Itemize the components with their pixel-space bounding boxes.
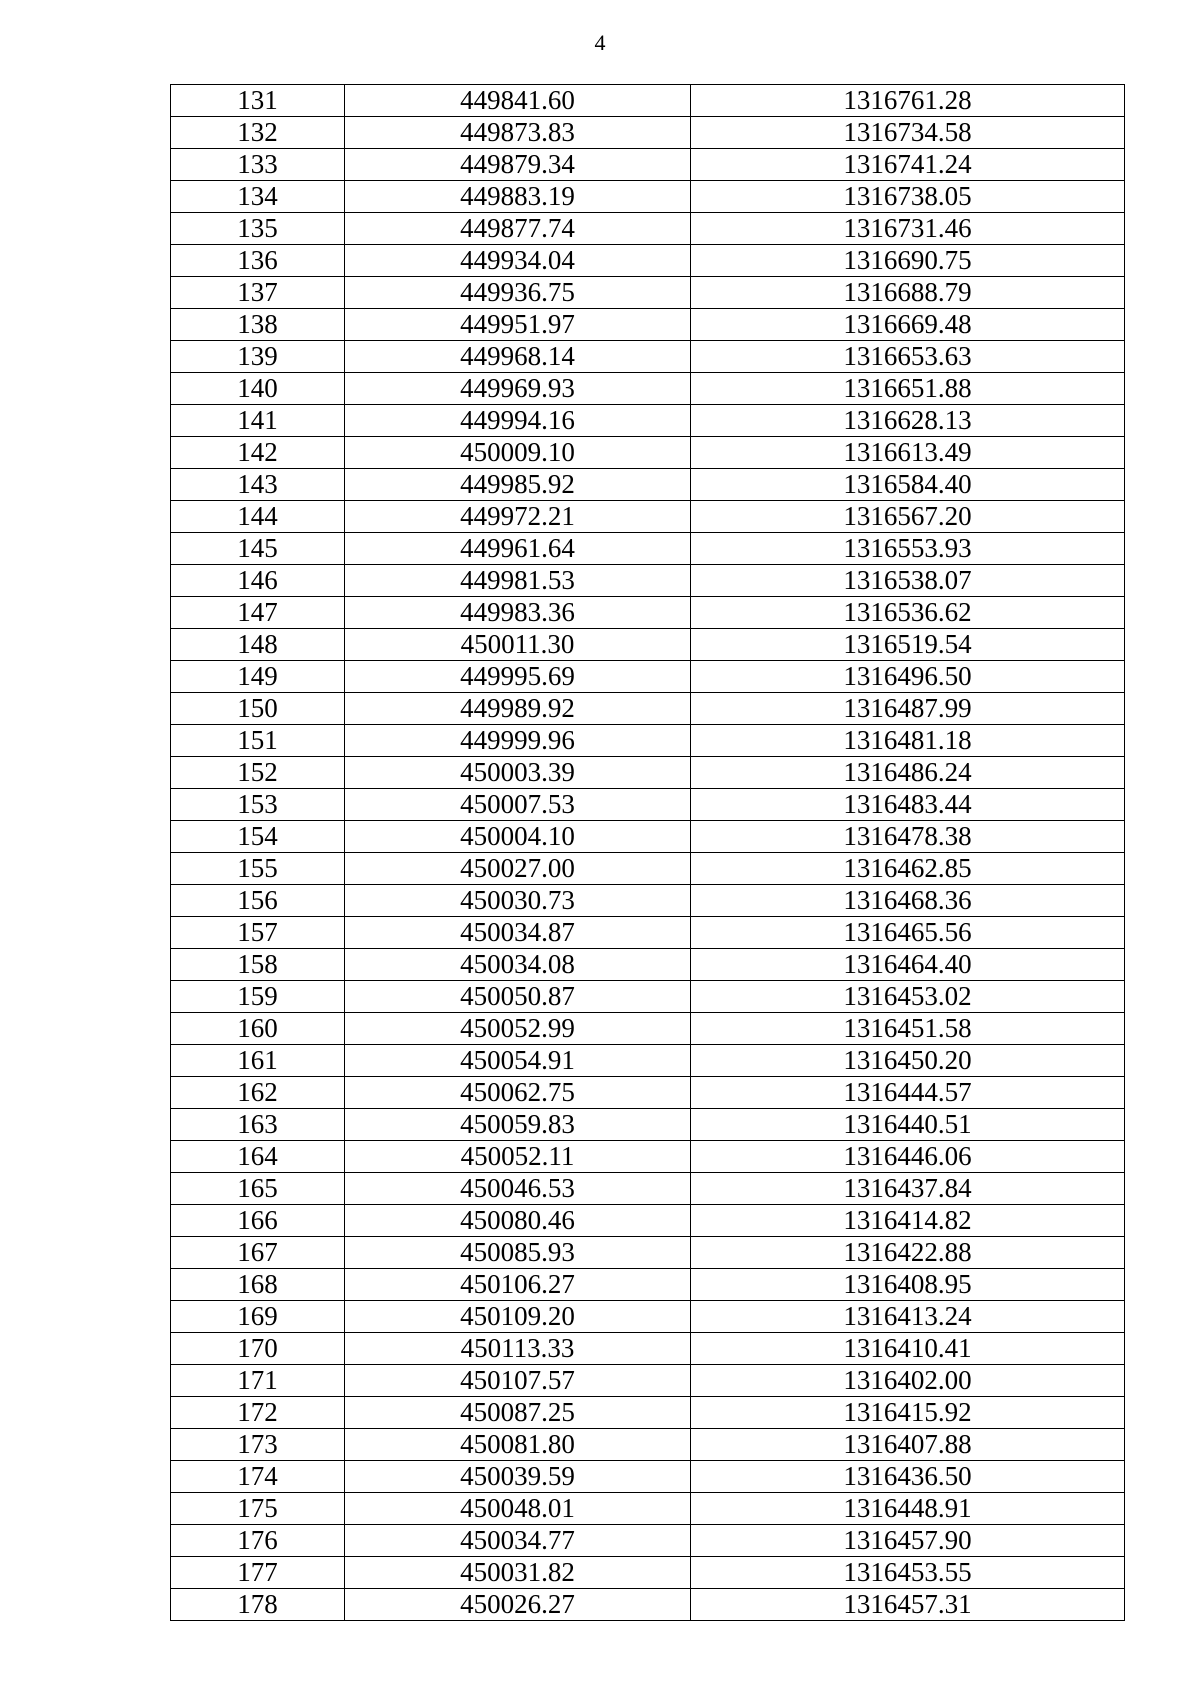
table-row xyxy=(171,661,1125,693)
point-number-cell: 139 xyxy=(171,341,345,373)
x-coordinate-cell: 450081.80 xyxy=(345,1429,691,1461)
y-coordinate-cell: 1316486.24 xyxy=(691,757,1125,789)
point-number-cell: 169 xyxy=(171,1301,345,1333)
y-coordinate-cell: 1316584.40 xyxy=(691,469,1125,501)
table-row xyxy=(171,853,1125,885)
x-coordinate-cell: 449841.60 xyxy=(345,85,691,117)
x-coordinate-cell: 450054.91 xyxy=(345,1045,691,1077)
x-coordinate-cell: 449951.97 xyxy=(345,309,691,341)
point-number-cell: 178 xyxy=(171,1589,345,1621)
table-row xyxy=(171,1013,1125,1045)
point-number-cell: 158 xyxy=(171,949,345,981)
table-row xyxy=(171,277,1125,309)
y-coordinate-cell: 1316483.44 xyxy=(691,789,1125,821)
y-coordinate-cell: 1316553.93 xyxy=(691,533,1125,565)
y-coordinate-cell: 1316738.05 xyxy=(691,181,1125,213)
point-number-cell: 156 xyxy=(171,885,345,917)
y-coordinate-cell: 1316688.79 xyxy=(691,277,1125,309)
point-number-cell: 171 xyxy=(171,1365,345,1397)
point-number-cell: 151 xyxy=(171,725,345,757)
point-number-cell: 147 xyxy=(171,597,345,629)
point-number-cell: 133 xyxy=(171,149,345,181)
y-coordinate-cell: 1316457.31 xyxy=(691,1589,1125,1621)
point-number-cell: 172 xyxy=(171,1397,345,1429)
x-coordinate-cell: 450009.10 xyxy=(345,437,691,469)
point-number-cell: 174 xyxy=(171,1461,345,1493)
point-number-cell: 157 xyxy=(171,917,345,949)
point-number-cell: 173 xyxy=(171,1429,345,1461)
table-row xyxy=(171,725,1125,757)
y-coordinate-cell: 1316444.57 xyxy=(691,1077,1125,1109)
y-coordinate-cell: 1316422.88 xyxy=(691,1237,1125,1269)
point-number-cell: 165 xyxy=(171,1173,345,1205)
x-coordinate-cell: 449969.93 xyxy=(345,373,691,405)
x-coordinate-cell: 449985.92 xyxy=(345,469,691,501)
x-coordinate-cell: 450039.59 xyxy=(345,1461,691,1493)
x-coordinate-cell: 449877.74 xyxy=(345,213,691,245)
table-row xyxy=(171,757,1125,789)
point-number-cell: 141 xyxy=(171,405,345,437)
x-coordinate-cell: 449883.19 xyxy=(345,181,691,213)
table-row xyxy=(171,181,1125,213)
table-row xyxy=(171,821,1125,853)
table-row xyxy=(171,1557,1125,1589)
x-coordinate-cell: 450062.75 xyxy=(345,1077,691,1109)
point-number-cell: 164 xyxy=(171,1141,345,1173)
table-row xyxy=(171,437,1125,469)
x-coordinate-cell: 450087.25 xyxy=(345,1397,691,1429)
x-coordinate-cell: 450034.87 xyxy=(345,917,691,949)
point-number-cell: 161 xyxy=(171,1045,345,1077)
point-number-cell: 146 xyxy=(171,565,345,597)
x-coordinate-cell: 450106.27 xyxy=(345,1269,691,1301)
x-coordinate-cell: 450034.08 xyxy=(345,949,691,981)
table-row xyxy=(171,1461,1125,1493)
x-coordinate-cell: 449994.16 xyxy=(345,405,691,437)
y-coordinate-cell: 1316414.82 xyxy=(691,1205,1125,1237)
x-coordinate-cell: 450048.01 xyxy=(345,1493,691,1525)
y-coordinate-cell: 1316457.90 xyxy=(691,1525,1125,1557)
y-coordinate-cell: 1316436.50 xyxy=(691,1461,1125,1493)
table-row xyxy=(171,1365,1125,1397)
y-coordinate-cell: 1316446.06 xyxy=(691,1141,1125,1173)
table-row xyxy=(171,1109,1125,1141)
table-row xyxy=(171,533,1125,565)
point-number-cell: 168 xyxy=(171,1269,345,1301)
table-row xyxy=(171,1333,1125,1365)
point-number-cell: 136 xyxy=(171,245,345,277)
y-coordinate-cell: 1316410.41 xyxy=(691,1333,1125,1365)
table-row xyxy=(171,1397,1125,1429)
x-coordinate-cell: 450034.77 xyxy=(345,1525,691,1557)
table-row xyxy=(171,213,1125,245)
x-coordinate-cell: 450031.82 xyxy=(345,1557,691,1589)
x-coordinate-cell: 450046.53 xyxy=(345,1173,691,1205)
table-row xyxy=(171,469,1125,501)
x-coordinate-cell: 450027.00 xyxy=(345,853,691,885)
y-coordinate-cell: 1316538.07 xyxy=(691,565,1125,597)
table-row xyxy=(171,949,1125,981)
x-coordinate-cell: 450109.20 xyxy=(345,1301,691,1333)
table-row xyxy=(171,373,1125,405)
x-coordinate-cell: 449879.34 xyxy=(345,149,691,181)
point-number-cell: 162 xyxy=(171,1077,345,1109)
y-coordinate-cell: 1316468.36 xyxy=(691,885,1125,917)
table-row xyxy=(171,1301,1125,1333)
x-coordinate-cell: 450030.73 xyxy=(345,885,691,917)
x-coordinate-cell: 449934.04 xyxy=(345,245,691,277)
table-row xyxy=(171,885,1125,917)
y-coordinate-cell: 1316653.63 xyxy=(691,341,1125,373)
x-coordinate-cell: 450026.27 xyxy=(345,1589,691,1621)
point-number-cell: 159 xyxy=(171,981,345,1013)
x-coordinate-cell: 449983.36 xyxy=(345,597,691,629)
coordinates-table xyxy=(170,84,1125,1621)
y-coordinate-cell: 1316496.50 xyxy=(691,661,1125,693)
x-coordinate-cell: 449873.83 xyxy=(345,117,691,149)
y-coordinate-cell: 1316567.20 xyxy=(691,501,1125,533)
point-number-cell: 160 xyxy=(171,1013,345,1045)
x-coordinate-cell: 450052.11 xyxy=(345,1141,691,1173)
table-row xyxy=(171,1269,1125,1301)
table-row xyxy=(171,341,1125,373)
x-coordinate-cell: 450004.10 xyxy=(345,821,691,853)
x-coordinate-cell: 450050.87 xyxy=(345,981,691,1013)
table-row xyxy=(171,501,1125,533)
y-coordinate-cell: 1316519.54 xyxy=(691,629,1125,661)
x-coordinate-cell: 450107.57 xyxy=(345,1365,691,1397)
point-number-cell: 131 xyxy=(171,85,345,117)
point-number-cell: 137 xyxy=(171,277,345,309)
table-row xyxy=(171,565,1125,597)
y-coordinate-cell: 1316741.24 xyxy=(691,149,1125,181)
table-row xyxy=(171,309,1125,341)
table-row xyxy=(171,85,1125,117)
table-row xyxy=(171,981,1125,1013)
table-row xyxy=(171,1589,1125,1621)
y-coordinate-cell: 1316613.49 xyxy=(691,437,1125,469)
x-coordinate-cell: 450059.83 xyxy=(345,1109,691,1141)
y-coordinate-cell: 1316453.02 xyxy=(691,981,1125,1013)
x-coordinate-cell: 449981.53 xyxy=(345,565,691,597)
page-number: 4 xyxy=(594,30,606,55)
x-coordinate-cell: 450011.30 xyxy=(345,629,691,661)
point-number-cell: 175 xyxy=(171,1493,345,1525)
table-row xyxy=(171,1429,1125,1461)
y-coordinate-cell: 1316669.48 xyxy=(691,309,1125,341)
point-number-cell: 132 xyxy=(171,117,345,149)
table-row xyxy=(171,117,1125,149)
y-coordinate-cell: 1316413.24 xyxy=(691,1301,1125,1333)
point-number-cell: 143 xyxy=(171,469,345,501)
y-coordinate-cell: 1316734.58 xyxy=(691,117,1125,149)
x-coordinate-cell: 450113.33 xyxy=(345,1333,691,1365)
table-row xyxy=(171,1141,1125,1173)
y-coordinate-cell: 1316402.00 xyxy=(691,1365,1125,1397)
y-coordinate-cell: 1316450.20 xyxy=(691,1045,1125,1077)
point-number-cell: 176 xyxy=(171,1525,345,1557)
table-row xyxy=(171,597,1125,629)
point-number-cell: 140 xyxy=(171,373,345,405)
y-coordinate-cell: 1316407.88 xyxy=(691,1429,1125,1461)
table-row xyxy=(171,1077,1125,1109)
x-coordinate-cell: 449989.92 xyxy=(345,693,691,725)
x-coordinate-cell: 449968.14 xyxy=(345,341,691,373)
y-coordinate-cell: 1316628.13 xyxy=(691,405,1125,437)
y-coordinate-cell: 1316462.85 xyxy=(691,853,1125,885)
point-number-cell: 149 xyxy=(171,661,345,693)
y-coordinate-cell: 1316651.88 xyxy=(691,373,1125,405)
y-coordinate-cell: 1316437.84 xyxy=(691,1173,1125,1205)
table-row xyxy=(171,405,1125,437)
x-coordinate-cell: 449972.21 xyxy=(345,501,691,533)
table-row xyxy=(171,245,1125,277)
x-coordinate-cell: 450080.46 xyxy=(345,1205,691,1237)
y-coordinate-cell: 1316415.92 xyxy=(691,1397,1125,1429)
y-coordinate-cell: 1316731.46 xyxy=(691,213,1125,245)
table-row xyxy=(171,149,1125,181)
x-coordinate-cell: 449999.96 xyxy=(345,725,691,757)
table-row xyxy=(171,917,1125,949)
point-number-cell: 135 xyxy=(171,213,345,245)
y-coordinate-cell: 1316690.75 xyxy=(691,245,1125,277)
y-coordinate-cell: 1316464.40 xyxy=(691,949,1125,981)
x-coordinate-cell: 449995.69 xyxy=(345,661,691,693)
point-number-cell: 152 xyxy=(171,757,345,789)
y-coordinate-cell: 1316465.56 xyxy=(691,917,1125,949)
point-number-cell: 155 xyxy=(171,853,345,885)
x-coordinate-cell: 449961.64 xyxy=(345,533,691,565)
table-row xyxy=(171,1205,1125,1237)
table-row xyxy=(171,629,1125,661)
table-row xyxy=(171,1237,1125,1269)
point-number-cell: 153 xyxy=(171,789,345,821)
point-number-cell: 163 xyxy=(171,1109,345,1141)
x-coordinate-cell: 449936.75 xyxy=(345,277,691,309)
x-coordinate-cell: 450007.53 xyxy=(345,789,691,821)
y-coordinate-cell: 1316440.51 xyxy=(691,1109,1125,1141)
y-coordinate-cell: 1316453.55 xyxy=(691,1557,1125,1589)
point-number-cell: 142 xyxy=(171,437,345,469)
point-number-cell: 177 xyxy=(171,1557,345,1589)
y-coordinate-cell: 1316536.62 xyxy=(691,597,1125,629)
y-coordinate-cell: 1316481.18 xyxy=(691,725,1125,757)
point-number-cell: 150 xyxy=(171,693,345,725)
point-number-cell: 134 xyxy=(171,181,345,213)
y-coordinate-cell: 1316451.58 xyxy=(691,1013,1125,1045)
y-coordinate-cell: 1316478.38 xyxy=(691,821,1125,853)
y-coordinate-cell: 1316761.28 xyxy=(691,85,1125,117)
y-coordinate-cell: 1316448.91 xyxy=(691,1493,1125,1525)
point-number-cell: 145 xyxy=(171,533,345,565)
table-row xyxy=(171,789,1125,821)
point-number-cell: 166 xyxy=(171,1205,345,1237)
point-number-cell: 144 xyxy=(171,501,345,533)
x-coordinate-cell: 450052.99 xyxy=(345,1013,691,1045)
point-number-cell: 138 xyxy=(171,309,345,341)
x-coordinate-cell: 450085.93 xyxy=(345,1237,691,1269)
point-number-cell: 148 xyxy=(171,629,345,661)
table-row xyxy=(171,693,1125,725)
point-number-cell: 167 xyxy=(171,1237,345,1269)
x-coordinate-cell: 450003.39 xyxy=(345,757,691,789)
y-coordinate-cell: 1316487.99 xyxy=(691,693,1125,725)
table-row xyxy=(171,1525,1125,1557)
table-row xyxy=(171,1173,1125,1205)
point-number-cell: 154 xyxy=(171,821,345,853)
table-row xyxy=(171,1045,1125,1077)
y-coordinate-cell: 1316408.95 xyxy=(691,1269,1125,1301)
point-number-cell: 170 xyxy=(171,1333,345,1365)
table-row xyxy=(171,1493,1125,1525)
